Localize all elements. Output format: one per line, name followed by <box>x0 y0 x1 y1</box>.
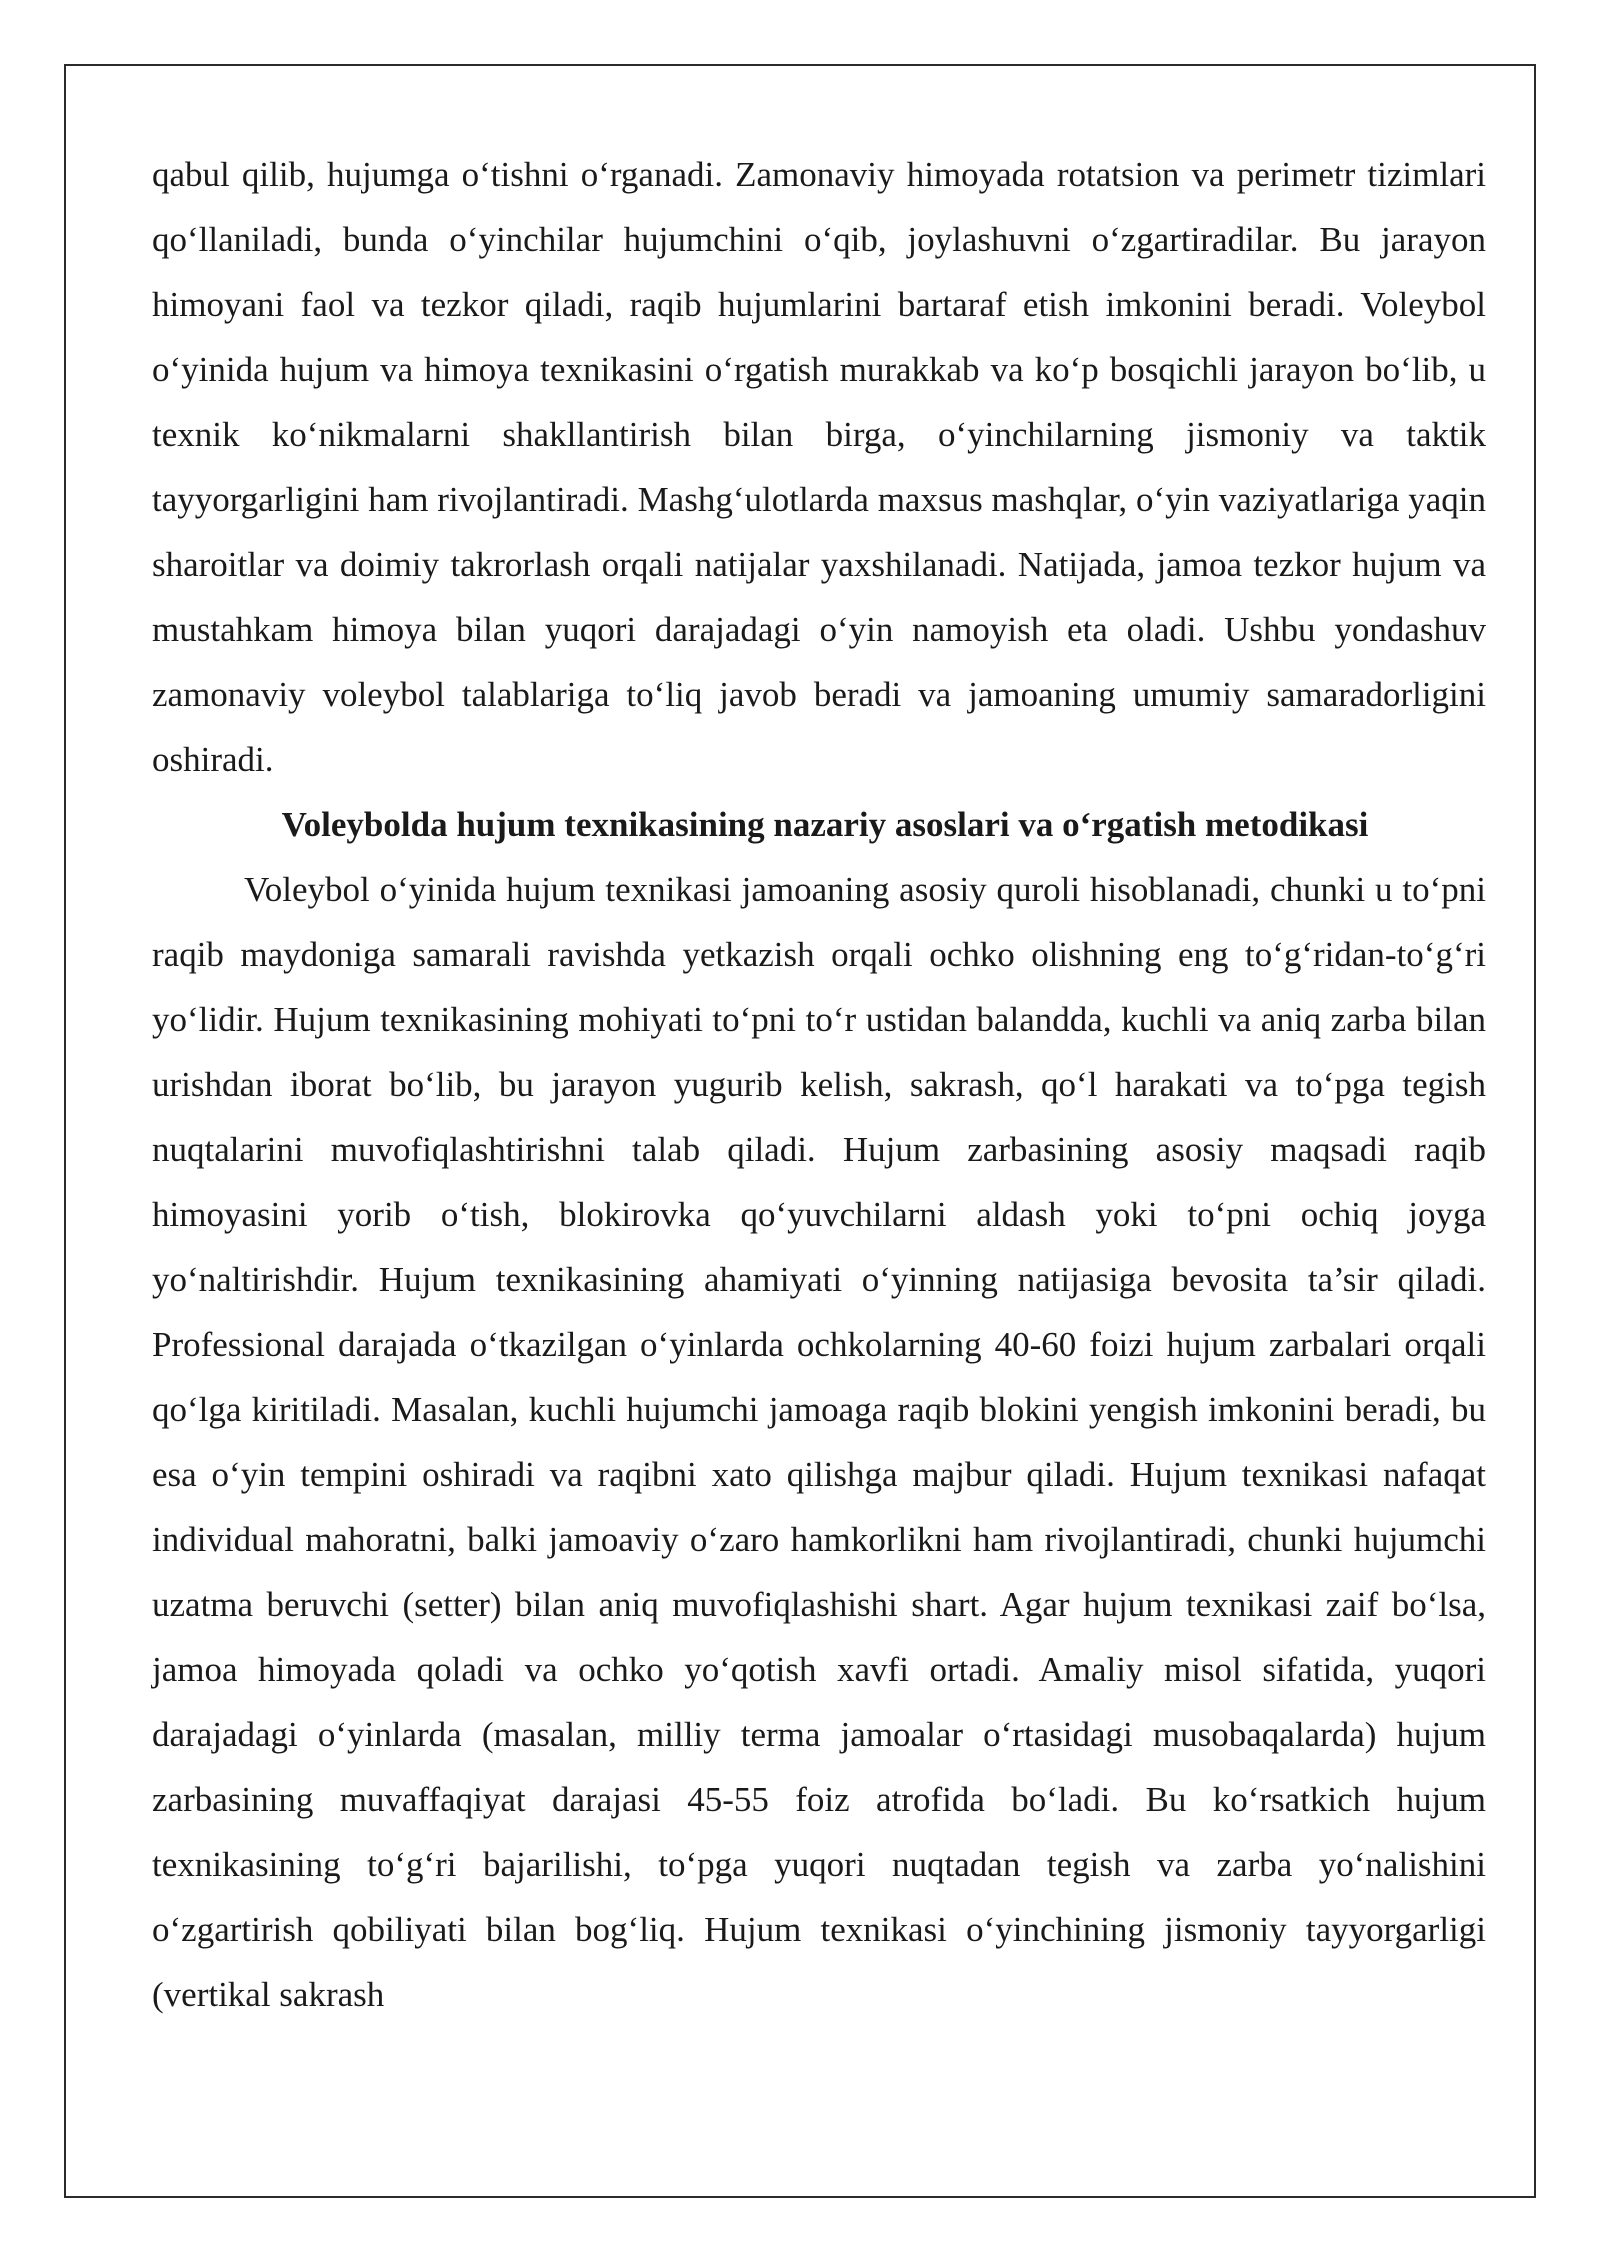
section-heading: Voleybolda hujum texnikasining nazariy asoslari va o‘rgatish metodikasi <box>281 805 1369 844</box>
body-paragraph-1: qabul qilib, hujumga o‘tishni o‘rganadi. Zamonaviy himoyada rotatsion va perimetr tizimlari qo‘llaniladi, bunda o‘yinchilar hujumchini o‘qib, joylashuvni o‘zgartiradilar. Bu jarayon himoyani faol va tezkor qiladi, raqib hujumlarini bartaraf etish imkonini beradi. Voleybol o‘yinida hujum va himoya texnikasini o‘rgatish murakkab va ko‘p bosqichli jarayon bo‘lib, u texnik ko‘nikmalarni shakllantirish bilan birga, o‘yinchilarning jismoniy va taktik tayyorgarligini ham rivojlantiradi. Mashg‘ulotlarda maxsus mashqlar, o‘yin vaziyatlariga yaqin sharoitlar va doimiy takrorlash orqali natijalar yaxshilanadi. Natijada, jamoa tezkor hujum va mustahkam himoya bilan yuqori darajadagi o‘yin namoyish eta oladi. Ushbu yondashuv zamonaviy voleybol talablariga to‘liq javob beradi va jamoaning umumiy samaradorligini oshiradi. <box>152 155 1486 779</box>
body-paragraph-2: Voleybol o‘yinida hujum texnikasi jamoaning asosiy quroli hisoblanadi, chunki u to‘pni raqib maydoniga samarali ravishda yetkazish orqali ochko olishning eng to‘g‘ridan-to‘g‘ri yo‘lidir. Hujum texnikasining mohiyati to‘pni to‘r ustidan balandda, kuchli va aniq zarba bilan urishdan iborat bo‘lib, bu jarayon yugurib kelish, sakrash, qo‘l harakati va to‘pga tegish nuqtalarini muvofiqlashtirishni talab qiladi. Hujum zarbasining asosiy maqsadi raqib himoyasini yorib o‘tish, blokirovka qo‘yuvchilarni aldash yoki to‘pni ochiq joyga yo‘naltirishdir. Hujum texnikasining ahamiyati o‘yinning natijasiga bevosita ta’sir qiladi. Professional darajada o‘tkazilgan o‘yinlarda ochkolarning 40-60 foizi hujum zarbalari orqali qo‘lga kiritiladi. Masalan, kuchli hujumchi jamoaga raqib blokini yengish imkonini beradi, bu esa o‘yin tempini oshiradi va raqibni xato qilishga majbur qiladi. Hujum texnikasi nafaqat individual mahoratni, balki jamoaviy o‘zaro hamkorlikni ham rivojlantiradi, chunki hujumchi uzatma beruvchi (setter) bilan aniq muvofiqlashishi shart. Agar hujum texnikasi zaif bo‘lsa, jamoa himoyada qoladi va ochko yo‘qotish xavfi ortadi. Amaliy misol sifatida, yuqori darajadagi o‘yinlarda (masalan, milliy terma jamoalar o‘rtasidagi musobaqalarda) hujum zarbasining muvaffaqiyat darajasi 45-55 foiz atrofida bo‘ladi. Bu ko‘rsatkich hujum texnikasining to‘g‘ri bajarilishi, to‘pga yuqori nuqtadan tegish va zarba yo‘nalishini o‘zgartirish qobiliyati bilan bog‘liq. Hujum texnikasi o‘yinchining jismoniy tayyorgarligi (vertikal sakrash <box>152 870 1486 2014</box>
document-body <box>152 142 1486 2027</box>
